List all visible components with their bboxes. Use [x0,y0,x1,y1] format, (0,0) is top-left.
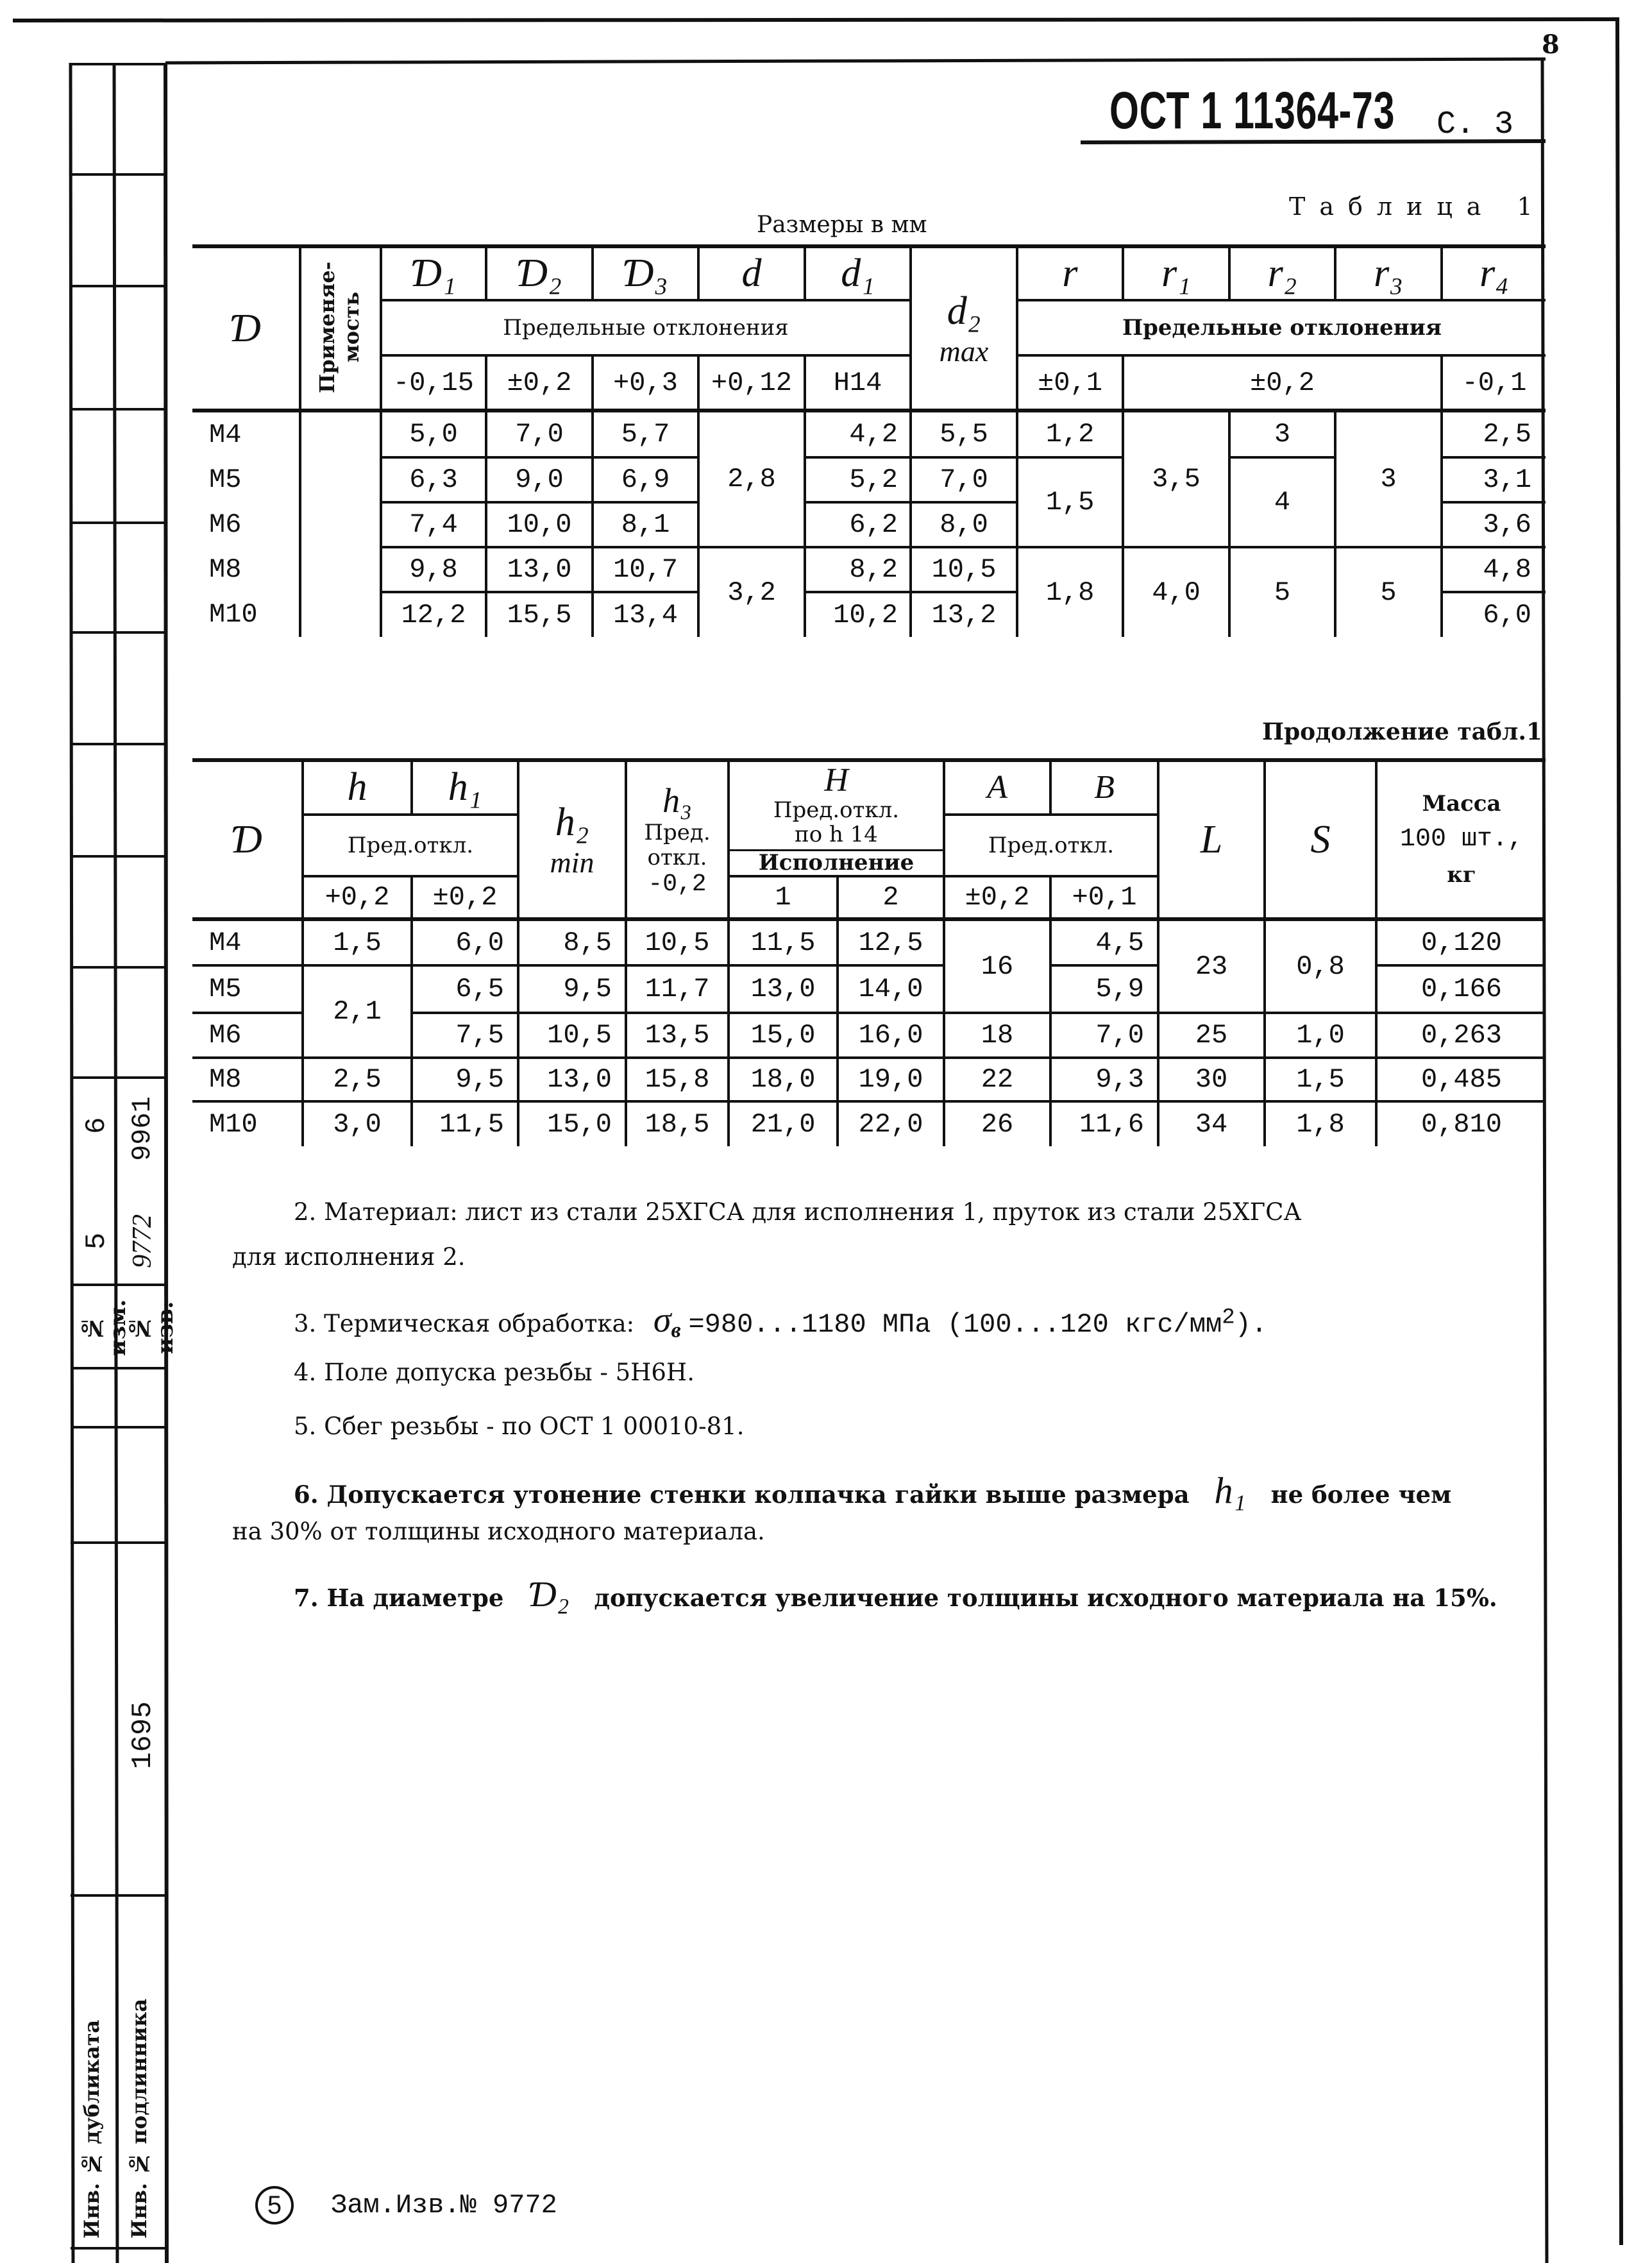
t2-cell-L: 34 [1158,1101,1265,1146]
t2-cell-L-merged: 23 [1158,919,1265,1013]
t1-head-r4: r₄ [1442,246,1546,300]
t2-cell-A: 26 [944,1101,1050,1146]
t2-cell-h2: 15,0 [518,1101,626,1146]
table2 [192,758,1546,1146]
t2-cell-H1: 21,0 [729,1101,838,1146]
t2-head-S: S [1265,760,1376,919]
t2-head-A: A [944,760,1050,815]
t1-cell-r3-merged-a: 3 [1335,411,1442,547]
t1-head-r3: r₃ [1335,246,1442,300]
t2-cell-h1: 11,5 [412,1101,518,1146]
t1-cell-d2: 10,5 [911,547,1017,592]
t1-cell-primenyaemost [300,411,381,637]
t1-cell-r: 1,2 [1017,411,1123,457]
t2-cell-h3: 10,5 [626,919,729,965]
table-row [192,1101,1546,1146]
table-row [192,411,1546,457]
t1-cell-d2: 13,2 [911,592,1017,637]
t1-cell-D3: 13,4 [593,592,698,637]
t2-cell-D: M5 [192,965,303,1013]
t2-cell-h1: 7,5 [412,1013,518,1058]
t1-cell-D1: 9,8 [381,547,486,592]
t1-cell-D: M6 [192,502,300,547]
sidebar-number: 1695 [127,1701,159,1769]
t1-cell-d1: 6,2 [805,502,911,547]
izv-label: № изв. [127,1301,178,1355]
table1-units: Размеры в мм [757,212,927,238]
t2-cell-h-merged: 2,1 [303,965,412,1058]
t1-tol-r4: -0,1 [1442,355,1546,411]
t2-cell-S: 1,0 [1265,1013,1376,1058]
note-2-line2: для исполнения 2. [232,1243,466,1271]
t1-cell-r-merged-a: 1,5 [1017,457,1123,547]
izm-value-6: 6 [81,1117,113,1135]
t2-cell-B: 4,5 [1050,919,1158,965]
t2-cell-h1: 6,5 [412,965,518,1013]
t2-cell-massa: 0,263 [1376,1013,1546,1058]
t1-cell-d1: 10,2 [805,592,911,637]
t1-cell-d2: 5,5 [911,411,1017,457]
t2-cell-A-merged: 16 [944,919,1050,1013]
doc-code: ОСТ 1 11364-73 [1109,81,1395,140]
note-3-post: =980...1180 МПа (100...120 кгс/мм [688,1309,1222,1340]
note-5: 5. Сбег резьбы - по ОСТ 1 00010-81. [294,1412,745,1440]
t2-cell-D: M6 [192,1013,303,1058]
t1-head-primenyaemost: Применяе-мость [300,246,381,411]
inv-dublikata: Инв. № дубликата [80,2019,104,2239]
t1-cell-d-merged-b: 3,2 [698,547,805,637]
t1-cell-r2-a: 3 [1229,411,1335,457]
t1-head-r: r [1017,246,1123,300]
t2-cell-S: 1,8 [1265,1101,1376,1146]
t2-tol-B: +0,1 [1050,876,1158,919]
t2-cell-S-merged: 0,8 [1265,919,1376,1013]
t1-cell-d2: 8,0 [911,502,1017,547]
note-7-post: допускается увеличение толщины исходного материала на 15%. [594,1584,1497,1612]
t1-cell-D2: 15,5 [486,592,593,637]
t1-tol-d1: H14 [805,355,911,411]
corner-mark: 8 [1542,30,1560,60]
t1-cell-d1: 5,2 [805,457,911,502]
t1-head-d: d [698,246,805,300]
t1-cell-d2: 7,0 [911,457,1017,502]
table-row [192,1058,1546,1101]
t2-tol-A: ±0,2 [944,876,1050,919]
inv-podlinnika: Инв. № подлинника [127,1998,151,2239]
footer-revision-text: Зам.Изв.№ 9772 [331,2190,557,2221]
t1-head-D: Ɗ [192,246,300,411]
t2-cell-h2: 9,5 [518,965,626,1013]
t1-cell-d-merged-a: 2,8 [698,411,805,547]
t2-cell-H1: 11,5 [729,919,838,965]
t1-cell-r4: 4,8 [1442,547,1546,592]
t2-cell-massa: 0,485 [1376,1058,1546,1101]
t2-isp-1: 1 [729,876,838,919]
t2-cell-h3: 18,5 [626,1101,729,1146]
t1-cell-D1: 5,0 [381,411,486,457]
t1-cell-D2: 9,0 [486,457,593,502]
note-4: 4. Поле допуска резьбы - 5Н6Н. [294,1359,695,1386]
t2-cell-H2: 16,0 [838,1013,944,1058]
t1-cell-r3-merged-b: 5 [1335,547,1442,637]
note-3-pre: 3. Термическая обработка: [294,1310,635,1337]
table-row [192,919,1546,965]
t1-head-r1: r₁ [1123,246,1229,300]
t2-cell-h1: 9,5 [412,1058,518,1101]
t2-head-H: H Пред.откл. по h 14 Исполнение [729,760,944,876]
t1-head-d1: d₁ [805,246,911,300]
t2-cell-h2: 13,0 [518,1058,626,1101]
t2-cell-H2: 19,0 [838,1058,944,1101]
t1-cell-D2: 7,0 [486,411,593,457]
t2-cell-h2: 8,5 [518,919,626,965]
t1-head-D3: Ɗ₃ [593,246,698,300]
t2-pred-otkl-AB: Пред.откл. [944,815,1158,877]
t1-tol-r1-r3: ±0,2 [1123,355,1442,411]
t1-head-d2: d₂ max [911,246,1017,411]
t1-cell-D: M8 [192,547,300,592]
t2-cell-H1: 13,0 [729,965,838,1013]
note-6-line1 [294,1469,1451,1512]
t2-pred-otkl-h: Пред.откл. [303,815,518,877]
note-3-sigma: σ [653,1300,671,1340]
t1-cell-D1: 7,4 [381,502,486,547]
t2-head-D: Ɗ [192,760,303,919]
t1-cell-r2-c: 5 [1229,547,1335,637]
t2-tol-h: +0,2 [303,876,412,919]
t1-head-D1: Ɗ₁ [381,246,486,300]
note-6-pre: 6. Допускается утонение стенки колпачка гайки выше размера [294,1480,1190,1509]
izv-value-9961: 9961 [127,1096,158,1162]
t2-cell-D: M4 [192,919,303,965]
t2-cell-L: 25 [1158,1013,1265,1058]
t1-cell-r4: 3,6 [1442,502,1546,547]
t2-cell-h: 3,0 [303,1101,412,1146]
t1-cell-D3: 5,7 [593,411,698,457]
note-7-pre: 7. На диаметре [294,1584,504,1612]
t2-cell-B: 7,0 [1050,1013,1158,1058]
t2-cell-massa: 0,166 [1376,965,1546,1013]
t1-cell-D3: 8,1 [593,502,698,547]
t1-cell-d1: 8,2 [805,547,911,592]
t2-cell-B: 5,9 [1050,965,1158,1013]
note-6-sym: h₁ [1214,1470,1246,1511]
t1-cell-D: M4 [192,411,300,457]
t2-cell-h1: 6,0 [412,919,518,965]
t2-cell-massa: 0,120 [1376,919,1546,965]
t2-head-h: h [303,760,412,815]
t2-cell-H2: 12,5 [838,919,944,965]
note-7-sym: Ɗ₂ [528,1575,569,1615]
t1-tol-r: ±0,1 [1017,355,1123,411]
note-3-sup: 2 [1222,1305,1235,1330]
t1-cell-r2-b: 4 [1229,457,1335,547]
t2-cell-A: 22 [944,1058,1050,1101]
t1-cell-D1: 6,3 [381,457,486,502]
t2-cell-H1: 18,0 [729,1058,838,1101]
t1-cell-r1-merged-b: 4,0 [1123,547,1229,637]
t1-cell-D1: 12,2 [381,592,486,637]
page-number: С. 3 [1437,106,1514,143]
t2-cell-B: 11,6 [1050,1101,1158,1146]
t1-tol-D1: -0,15 [381,355,486,411]
t1-pred-otkl-left: Предельные отклонения [381,300,911,355]
table1 [192,244,1546,637]
t2-tol-h1: ±0,2 [412,876,518,919]
t2-cell-h2: 10,5 [518,1013,626,1058]
t2-cell-S: 1,5 [1265,1058,1376,1101]
izm-value-5: 5 [81,1232,113,1250]
t1-pred-otkl-right: Предельные отклонения [1017,300,1546,355]
note-7 [294,1574,1497,1615]
t2-cell-H2: 22,0 [838,1101,944,1146]
t2-cell-h: 2,5 [303,1058,412,1101]
t1-cell-r4: 3,1 [1442,457,1546,502]
t1-head-D2: Ɗ₂ [486,246,593,300]
revision-circle: 5 [255,2186,294,2225]
t1-cell-D2: 13,0 [486,547,593,592]
t1-tol-D3: +0,3 [593,355,698,411]
t2-cell-L: 30 [1158,1058,1265,1101]
t2-isp-2: 2 [838,876,944,919]
t1-head-r2: r₂ [1229,246,1335,300]
t2-cell-h3: 11,7 [626,965,729,1013]
note-6-post: не более чем [1270,1480,1452,1509]
table1-title: Таблица 1 [1289,192,1547,221]
t1-cell-D: M10 [192,592,300,637]
t1-cell-D3: 10,7 [593,547,698,592]
t2-cell-h: 1,5 [303,919,412,965]
table-row [192,547,1546,592]
t2-cell-H1: 15,0 [729,1013,838,1058]
table2-title: Продолжение табл.1 [1262,718,1542,745]
t1-cell-r4: 6,0 [1483,600,1531,631]
t2-cell-D: M10 [192,1101,303,1146]
t2-head-B: B [1050,760,1158,815]
t2-cell-h3: 15,8 [626,1058,729,1101]
t1-cell-r-merged-b: 1,8 [1017,547,1123,637]
t1-cell-D2: 10,0 [486,502,593,547]
t2-cell-h3: 13,5 [626,1013,729,1058]
t1-tol-d: +0,12 [698,355,805,411]
izv-value-9772: 9772 [128,1214,157,1268]
t2-cell-B: 9,3 [1050,1058,1158,1101]
izm-label: № изм. [80,1299,131,1357]
t1-cell-D3: 6,9 [593,457,698,502]
t1-cell-D: M5 [192,457,300,502]
t1-cell-d1: 4,2 [805,411,911,457]
t2-cell-massa: 0,810 [1420,1109,1503,1140]
note-3 [294,1300,1267,1343]
t2-head-h3: h₃ Пред. откл. -0,2 [626,760,729,919]
t1-tol-D2: ±0,2 [486,355,593,411]
t2-cell-A: 18 [944,1013,1050,1058]
t2-head-h1: h₁ [412,760,518,815]
t2-cell-D: M8 [192,1058,303,1101]
t2-head-L: L [1158,760,1265,919]
note-3-end: ). [1235,1309,1268,1340]
t1-cell-r1-merged-a: 3,5 [1123,411,1229,547]
t2-cell-H2: 14,0 [838,965,944,1013]
t2-head-massa: Масса 100 шт., кг [1376,760,1546,919]
t1-cell-r4: 2,5 [1442,411,1546,457]
note-6-line2: на 30% от толщины исходного материала. [232,1518,765,1545]
note-3-sub: в [671,1318,681,1343]
note-2-line1: 2. Материал: лист из стали 25ХГСА для исполнения 1, пруток из стали 25ХГСА [294,1198,1302,1226]
t2-head-h2: h₂ min [518,760,626,919]
